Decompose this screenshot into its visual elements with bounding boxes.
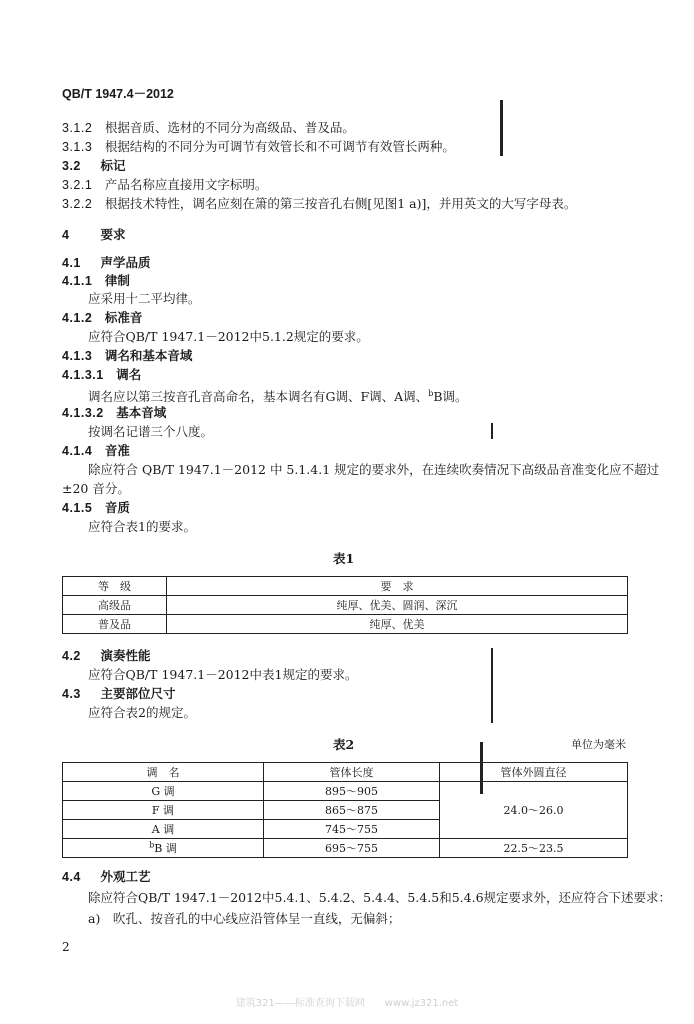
- table-2-cell-length: 895～905: [264, 782, 440, 801]
- clause-4-1-2-text: 应符合QB/T 1947.1－2012中5.1.2规定的要求。: [88, 329, 369, 344]
- clause-4-3: 4.3 主要部位尺寸: [62, 686, 176, 701]
- table-1-cell: 纯厚、优美、圆润、深沉: [167, 596, 628, 615]
- clause-3-1-3: 3.1.3 根据结构的不同分为可调节有效管长和不可调节有效管长两种。: [62, 139, 455, 154]
- clause-4-1-4: 4.1.4 音准: [62, 443, 130, 458]
- table-1-cell: 纯厚、优美: [167, 615, 628, 634]
- table-2-header-key: 调 名: [63, 763, 264, 782]
- table-row: [63, 577, 628, 596]
- table-1-cell: 普及品: [63, 615, 167, 634]
- table-2-cell-diameter: 22.5～23.5: [440, 839, 628, 858]
- scan-artifact-mark: [500, 100, 503, 156]
- table-2: [62, 762, 628, 858]
- table-2-cell-key: F 调: [63, 801, 264, 820]
- clause-4-2-text: 应符合QB/T 1947.1－2012中表1规定的要求。: [88, 667, 358, 682]
- table-2-header-diameter: 管体外圆直径: [440, 763, 628, 782]
- clause-4-1-4-text-2: ±20 音分。: [62, 481, 130, 496]
- table-2-header-length: 管体长度: [264, 763, 440, 782]
- clause-4-1-4-text-1: 除应符合 QB/T 1947.1－2012 中 5.1.4.1 规定的要求外，在连续吹奏情况下高级品音准变化应不超过: [88, 462, 660, 477]
- clause-4: 4 要求: [62, 227, 126, 242]
- clause-4-2: 4.2 演奏性能: [62, 648, 151, 663]
- clause-4-1-3-2: 4.1.3.2 基本音域: [62, 405, 167, 420]
- table-2-cell-length: 865～875: [264, 801, 440, 820]
- clause-3-2-1: 3.2.1 产品名称应直接用文字标明。: [62, 177, 268, 192]
- table-2-title: 表2: [333, 737, 355, 752]
- clause-4-4-item-a: a) 吹孔、按音孔的中心线应沿管体呈一直线，无偏斜；: [88, 911, 401, 926]
- table-1: [62, 576, 628, 634]
- clause-4-4: 4.4 外观工艺: [62, 869, 151, 884]
- table-row: [63, 782, 628, 801]
- clause-4-1-1: 4.1.1 律制: [62, 273, 130, 288]
- clause-4-4-text: 除应符合QB/T 1947.1－2012中5.4.1、5.4.2、5.4.4、5.4.5和5.4.6规定要求外，还应符合下述要求：: [88, 890, 672, 905]
- table-row: [63, 615, 628, 634]
- clause-4-1-3-2-text: 按调名记谱三个八度。: [88, 424, 214, 439]
- clause-4-1-3-1: 4.1.3.1 调名: [62, 367, 142, 382]
- table-2-cell-key: $^b$B 调: [63, 839, 264, 858]
- table-row: [63, 596, 628, 615]
- clause-3-1-2: 3.1.2 根据音质、选材的不同分为高级品、普及品。: [62, 120, 355, 135]
- table-2-cell-length: 695～755: [264, 839, 440, 858]
- clause-4-1-5-text: 应符合表1的要求。: [88, 519, 196, 534]
- table-1-title: 表1: [333, 551, 355, 566]
- watermark-footer: 建筑321——标准查询下载网 www.jz321.net: [235, 998, 459, 1009]
- table-1-header-requirement: 要 求: [167, 577, 628, 596]
- table-2-unit: 单位为毫米: [571, 738, 626, 751]
- clause-4-1-1-text: 应采用十二平均律。: [88, 291, 201, 306]
- table-2-cell-diameter-merged: 24.0～26.0: [440, 782, 628, 839]
- scan-artifact-mark: [491, 648, 493, 723]
- standard-code-header: QB/T 1947.4－2012: [62, 87, 174, 101]
- clause-3-2: 3.2 标记: [62, 158, 126, 173]
- table-2-cell-key: G 调: [63, 782, 264, 801]
- table-2-cell-length: 745～755: [264, 820, 440, 839]
- clause-4-1-5: 4.1.5 音质: [62, 500, 130, 515]
- clause-4-1-3: 4.1.3 调名和基本音域: [62, 348, 193, 363]
- clause-4-1: 4.1 声学品质: [62, 255, 151, 270]
- scan-artifact-mark: [480, 742, 483, 794]
- table-row: [63, 839, 628, 858]
- clause-4-1-2: 4.1.2 标准音: [62, 310, 143, 325]
- table-1-header-grade: 等 级: [63, 577, 167, 596]
- clause-3-2-2: 3.2.2 根据技术特性，调名应刻在箫的第三按音孔右侧[见图1 a)]，并用英文的大写字母表。: [62, 196, 577, 211]
- table-1-cell: 高级品: [63, 596, 167, 615]
- scan-artifact-mark: [491, 423, 493, 439]
- page-number: 2: [62, 940, 70, 954]
- clause-4-3-text: 应符合表2的规定。: [88, 705, 196, 720]
- table-row: [63, 763, 628, 782]
- table-2-cell-key: A 调: [63, 820, 264, 839]
- clause-4-1-3-1-text: 调名应以第三按音孔音高命名，基本调名有G调、F调、A调、$^b$B调。: [88, 389, 468, 405]
